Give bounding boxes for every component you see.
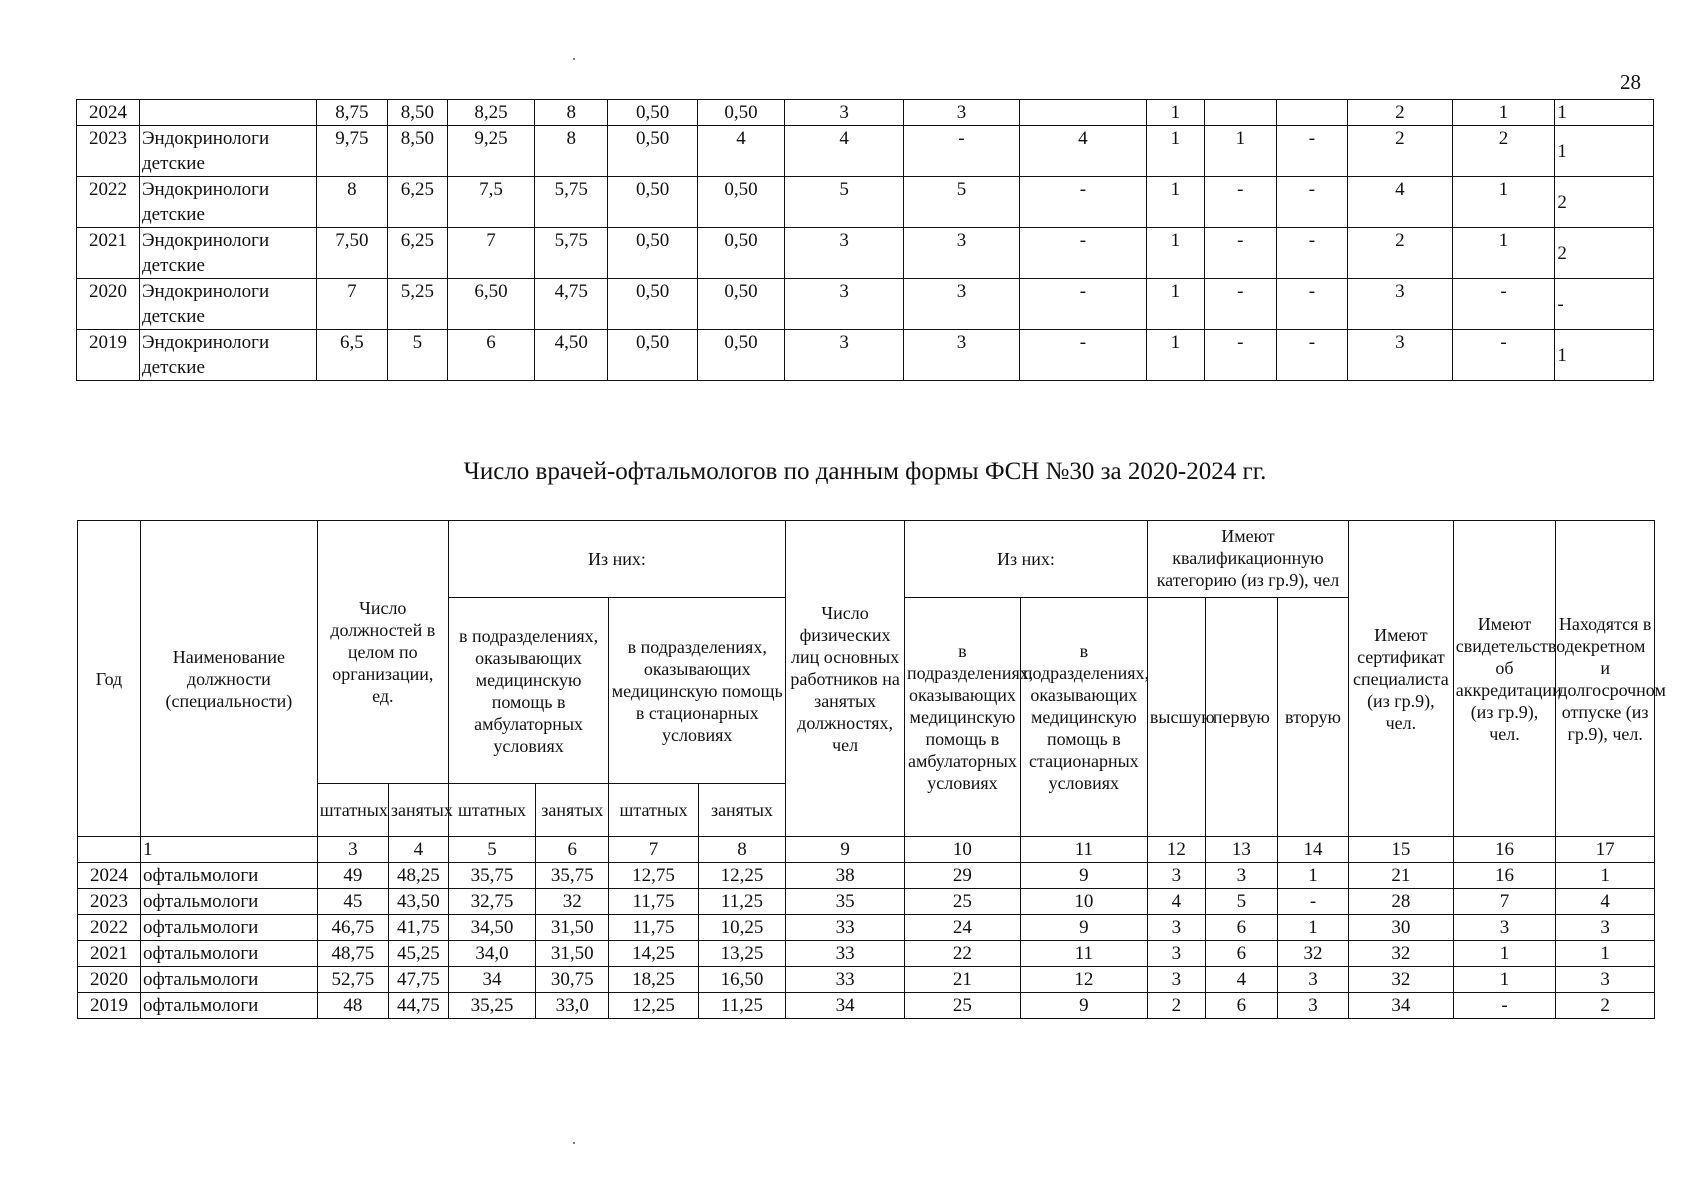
value-cell: 33: [786, 967, 905, 993]
value-cell: 3: [904, 279, 1020, 330]
table-row: [77, 177, 1654, 228]
value-cell: 1: [1556, 863, 1655, 889]
value-cell: 5,75: [535, 177, 608, 228]
value-cell: 32: [1349, 967, 1454, 993]
value-cell: 3: [904, 330, 1020, 381]
table-heading: Число врачей-офтальмологов по данным формы ФСН №30 за 2020-2024 гг.: [463, 458, 1267, 485]
value-cell: 8: [535, 100, 608, 126]
header-occupied: занятых: [388, 784, 448, 837]
position-cell: офтальмологи: [140, 967, 317, 993]
value-cell: 6,5: [316, 330, 387, 381]
year-cell: 2022: [78, 915, 141, 941]
value-cell: 0,50: [697, 330, 784, 381]
value-cell: 8,50: [387, 100, 447, 126]
value-cell: 9: [1020, 863, 1147, 889]
value-cell: 1: [1146, 126, 1204, 177]
value-cell: 11,75: [609, 915, 698, 941]
header-of-them-2: Из них:: [905, 521, 1148, 598]
value-cell: 46,75: [317, 915, 388, 941]
value-cell: 12,75: [609, 863, 698, 889]
value-cell: 11,25: [698, 889, 785, 915]
page-number: 28: [1620, 70, 1641, 94]
value-cell: 44,75: [388, 993, 448, 1019]
table-row: [78, 993, 1655, 1019]
value-cell: 8: [535, 126, 608, 177]
value-cell: 2: [1348, 100, 1453, 126]
value-cell: -: [1453, 993, 1556, 1019]
value-cell: 5: [904, 177, 1020, 228]
header-ind-outpatient: в подразделениях, оказывающих медицинскую помощь в амбулаторных условиях: [905, 598, 1021, 837]
value-cell: 7: [316, 279, 387, 330]
value-cell: 32: [1277, 941, 1348, 967]
value-cell: 43,50: [388, 889, 448, 915]
value-cell: 11: [1020, 941, 1147, 967]
value-cell: -: [1019, 177, 1146, 228]
value-cell: 34: [786, 993, 905, 1019]
value-cell: 0,50: [608, 228, 697, 279]
year-cell: 2023: [77, 126, 140, 177]
column-number: 11: [1020, 837, 1147, 863]
table-row: [78, 941, 1655, 967]
value-cell: 45: [317, 889, 388, 915]
value-cell: 7: [447, 228, 534, 279]
header-leave: Находятся в декретном и долгосрочном отпуске (из гр.9), чел.: [1556, 521, 1655, 837]
header-highest: высшую: [1147, 598, 1205, 837]
column-number: 5: [448, 837, 535, 863]
value-cell: 1: [1555, 100, 1654, 126]
value-cell: 48: [317, 993, 388, 1019]
value-cell: 34: [1349, 993, 1454, 1019]
value-cell: 0,50: [697, 228, 784, 279]
value-cell: 0,50: [697, 177, 784, 228]
value-cell: 33: [786, 941, 905, 967]
value-cell: -: [1019, 228, 1146, 279]
value-cell: 1: [1146, 177, 1204, 228]
table-row: [77, 279, 1654, 330]
position-cell: офтальмологи: [140, 863, 317, 889]
header-of-them-1: Из них:: [448, 521, 785, 598]
position-cell: Эндокринологи детские: [139, 126, 316, 177]
value-cell: 34,50: [448, 915, 535, 941]
header-outpatient-units: в подразделениях, оказывающих медицинскую помощь в амбулаторных условиях: [448, 598, 609, 784]
value-cell: 0,50: [697, 100, 784, 126]
column-number: 6: [536, 837, 609, 863]
value-cell: 2: [1348, 228, 1453, 279]
column-number: 8: [698, 837, 785, 863]
value-cell: 4: [785, 126, 904, 177]
value-cell: [1204, 100, 1276, 126]
table-row: [77, 330, 1654, 381]
column-number: 4: [388, 837, 448, 863]
value-cell: 5: [785, 177, 904, 228]
value-cell: 10: [1020, 889, 1147, 915]
value-cell: 1: [1453, 967, 1556, 993]
value-cell: 9: [1020, 993, 1147, 1019]
value-cell: 32: [1349, 941, 1454, 967]
value-cell: 34: [448, 967, 535, 993]
year-cell: 2022: [77, 177, 140, 228]
column-number: 9: [786, 837, 905, 863]
column-number: [78, 837, 141, 863]
header-occupied: занятых: [698, 784, 785, 837]
value-cell: 25: [905, 993, 1021, 1019]
value-cell: 30,75: [536, 967, 609, 993]
value-cell: 30: [1349, 915, 1454, 941]
value-cell: -: [1452, 330, 1555, 381]
value-cell: 21: [1349, 863, 1454, 889]
value-cell: 31,50: [536, 941, 609, 967]
value-cell: 3: [1277, 967, 1348, 993]
table-row: [78, 967, 1655, 993]
value-cell: 4,75: [535, 279, 608, 330]
value-cell: 7: [1453, 889, 1556, 915]
value-cell: 4: [1147, 889, 1205, 915]
value-cell: 0,50: [608, 177, 697, 228]
value-cell: 4: [1556, 889, 1655, 915]
value-cell: 38: [786, 863, 905, 889]
value-cell: -: [1204, 177, 1276, 228]
value-cell: -: [1555, 279, 1654, 330]
value-cell: 3: [1277, 993, 1348, 1019]
value-cell: 8: [316, 177, 387, 228]
value-cell: 3: [1453, 915, 1556, 941]
value-cell: -: [904, 126, 1020, 177]
value-cell: 35,75: [448, 863, 535, 889]
column-number: 12: [1147, 837, 1205, 863]
value-cell: 2: [1556, 993, 1655, 1019]
value-cell: -: [1204, 330, 1276, 381]
value-cell: 4: [697, 126, 784, 177]
value-cell: 3: [1205, 863, 1277, 889]
column-number: 14: [1277, 837, 1348, 863]
value-cell: 1: [1453, 941, 1556, 967]
value-cell: 0,50: [608, 100, 697, 126]
value-cell: -: [1276, 126, 1347, 177]
value-cell: 1: [1277, 863, 1348, 889]
column-number: 10: [905, 837, 1021, 863]
table-row: [77, 126, 1654, 177]
year-cell: 2021: [78, 941, 141, 967]
value-cell: 6,25: [387, 177, 447, 228]
value-cell: 35,75: [536, 863, 609, 889]
header-position: Наименование должности (специальности): [140, 521, 317, 837]
value-cell: 47,75: [388, 967, 448, 993]
value-cell: 5,25: [387, 279, 447, 330]
value-cell: 4: [1205, 967, 1277, 993]
header-year: Год: [78, 521, 141, 837]
column-number: 17: [1556, 837, 1655, 863]
value-cell: 2: [1555, 177, 1654, 228]
value-cell: 48,25: [388, 863, 448, 889]
value-cell: 1: [1146, 330, 1204, 381]
value-cell: 32: [536, 889, 609, 915]
header-qualification: Имеют квалификационную категорию (из гр.9), чел: [1147, 521, 1348, 598]
value-cell: 5: [1205, 889, 1277, 915]
header-staff: штатных: [317, 784, 388, 837]
value-cell: 6: [1205, 915, 1277, 941]
endocrinologists-table: [76, 99, 1654, 381]
year-cell: 2019: [78, 993, 141, 1019]
position-cell: офтальмологи: [140, 941, 317, 967]
header-certificate: Имеют сертификат специалиста (из гр.9), чел.: [1349, 521, 1454, 837]
position-cell: офтальмологи: [140, 993, 317, 1019]
value-cell: 11,25: [698, 993, 785, 1019]
value-cell: 5,75: [535, 228, 608, 279]
scan-speck: [573, 1142, 575, 1144]
position-cell: Эндокринологи детские: [139, 330, 316, 381]
value-cell: 12: [1020, 967, 1147, 993]
value-cell: 34,0: [448, 941, 535, 967]
position-cell: офтальмологи: [140, 889, 317, 915]
value-cell: 1: [1146, 228, 1204, 279]
value-cell: 6: [1205, 941, 1277, 967]
value-cell: 4,50: [535, 330, 608, 381]
value-cell: 2: [1452, 126, 1555, 177]
value-cell: 4: [1348, 177, 1453, 228]
value-cell: 1: [1555, 126, 1654, 177]
position-cell: Эндокринологи детские: [139, 228, 316, 279]
value-cell: 52,75: [317, 967, 388, 993]
table-row: [78, 863, 1655, 889]
value-cell: 14,25: [609, 941, 698, 967]
value-cell: 31,50: [536, 915, 609, 941]
value-cell: 1: [1452, 177, 1555, 228]
value-cell: 22: [905, 941, 1021, 967]
value-cell: -: [1452, 279, 1555, 330]
value-cell: 33,0: [536, 993, 609, 1019]
year-cell: 2024: [77, 100, 140, 126]
value-cell: 1: [1556, 941, 1655, 967]
value-cell: 6,50: [447, 279, 534, 330]
position-cell: офтальмологи: [140, 915, 317, 941]
ophthalmologists-table: [77, 520, 1666, 1019]
table-row: [78, 915, 1655, 941]
value-cell: [1019, 100, 1146, 126]
position-cell: Эндокринологи детские: [139, 279, 316, 330]
value-cell: 9,75: [316, 126, 387, 177]
value-cell: 0,50: [608, 279, 697, 330]
column-number: 1: [140, 837, 317, 863]
column-number: 15: [1349, 837, 1454, 863]
value-cell: 3: [904, 228, 1020, 279]
value-cell: 49: [317, 863, 388, 889]
value-cell: 16: [1453, 863, 1556, 889]
value-cell: 1: [1277, 915, 1348, 941]
value-cell: 18,25: [609, 967, 698, 993]
value-cell: 3: [904, 100, 1020, 126]
value-cell: 0,50: [697, 279, 784, 330]
value-cell: 1: [1452, 100, 1555, 126]
year-cell: 2020: [78, 967, 141, 993]
value-cell: 1: [1555, 330, 1654, 381]
value-cell: 7,5: [447, 177, 534, 228]
table-row: [77, 228, 1654, 279]
value-cell: -: [1019, 330, 1146, 381]
value-cell: 8,50: [387, 126, 447, 177]
value-cell: -: [1204, 228, 1276, 279]
value-cell: 5: [387, 330, 447, 381]
value-cell: 2: [1348, 126, 1453, 177]
value-cell: 7,50: [316, 228, 387, 279]
value-cell: -: [1277, 889, 1348, 915]
value-cell: 3: [1348, 279, 1453, 330]
value-cell: 3: [785, 279, 904, 330]
value-cell: 3: [1556, 967, 1655, 993]
value-cell: 3: [1147, 967, 1205, 993]
column-number: 13: [1205, 837, 1277, 863]
value-cell: 3: [785, 228, 904, 279]
value-cell: -: [1019, 279, 1146, 330]
value-cell: 24: [905, 915, 1021, 941]
value-cell: 3: [785, 100, 904, 126]
value-cell: 16,50: [698, 967, 785, 993]
value-cell: 1: [1146, 100, 1204, 126]
value-cell: 32,75: [448, 889, 535, 915]
value-cell: -: [1276, 177, 1347, 228]
value-cell: 3: [785, 330, 904, 381]
value-cell: 9,25: [447, 126, 534, 177]
header-staff: штатных: [448, 784, 535, 837]
value-cell: 21: [905, 967, 1021, 993]
value-cell: 35: [786, 889, 905, 915]
year-cell: 2023: [78, 889, 141, 915]
value-cell: 9: [1020, 915, 1147, 941]
value-cell: 28: [1349, 889, 1454, 915]
position-cell: [139, 100, 316, 126]
value-cell: 3: [1147, 915, 1205, 941]
year-cell: 2019: [77, 330, 140, 381]
value-cell: 10,25: [698, 915, 785, 941]
value-cell: 3: [1348, 330, 1453, 381]
header-ind-inpatient: в подразделениях, оказывающих медицинскую помощь в стационарных условиях: [1020, 598, 1147, 837]
header-first: первую: [1205, 598, 1277, 837]
header-accreditation: Имеют свидетельство об аккредитации (из гр.9), чел.: [1453, 521, 1556, 837]
value-cell: 4: [1019, 126, 1146, 177]
value-cell: 29: [905, 863, 1021, 889]
value-cell: 41,75: [388, 915, 448, 941]
position-cell: Эндокринологи детские: [139, 177, 316, 228]
header-staff: штатных: [609, 784, 698, 837]
table-row: [77, 100, 1654, 126]
table-row: [78, 889, 1655, 915]
year-cell: 2021: [77, 228, 140, 279]
value-cell: -: [1276, 330, 1347, 381]
value-cell: -: [1276, 228, 1347, 279]
scan-speck: [573, 58, 575, 60]
value-cell: 45,25: [388, 941, 448, 967]
header-second: вторую: [1277, 598, 1348, 837]
header-inpatient-units: в подразделениях, оказывающих медицинскую помощь в стационарных условиях: [609, 598, 786, 784]
value-cell: [1276, 100, 1347, 126]
column-number: 16: [1453, 837, 1556, 863]
year-cell: 2024: [78, 863, 141, 889]
value-cell: 1: [1452, 228, 1555, 279]
header-individuals: Число физических лиц основных работников на занятых должностях, чел: [786, 521, 905, 837]
value-cell: 12,25: [698, 863, 785, 889]
value-cell: 2: [1147, 993, 1205, 1019]
value-cell: 6: [447, 330, 534, 381]
value-cell: 1: [1204, 126, 1276, 177]
value-cell: 13,25: [698, 941, 785, 967]
value-cell: 25: [905, 889, 1021, 915]
value-cell: 0,50: [608, 126, 697, 177]
header-positions-total: Число должностей в целом по организации, ед.: [317, 521, 448, 784]
value-cell: 33: [786, 915, 905, 941]
value-cell: 6: [1205, 993, 1277, 1019]
value-cell: -: [1204, 279, 1276, 330]
value-cell: 0,50: [608, 330, 697, 381]
value-cell: 8,75: [316, 100, 387, 126]
value-cell: 12,25: [609, 993, 698, 1019]
value-cell: 8,25: [447, 100, 534, 126]
header-occupied: занятых: [536, 784, 609, 837]
value-cell: 3: [1147, 863, 1205, 889]
value-cell: 6,25: [387, 228, 447, 279]
value-cell: -: [1276, 279, 1347, 330]
value-cell: 48,75: [317, 941, 388, 967]
year-cell: 2020: [77, 279, 140, 330]
value-cell: 1: [1146, 279, 1204, 330]
column-number: 3: [317, 837, 388, 863]
value-cell: 3: [1147, 941, 1205, 967]
value-cell: 2: [1555, 228, 1654, 279]
column-number: 7: [609, 837, 698, 863]
value-cell: 11,75: [609, 889, 698, 915]
value-cell: 3: [1556, 915, 1655, 941]
value-cell: 35,25: [448, 993, 535, 1019]
